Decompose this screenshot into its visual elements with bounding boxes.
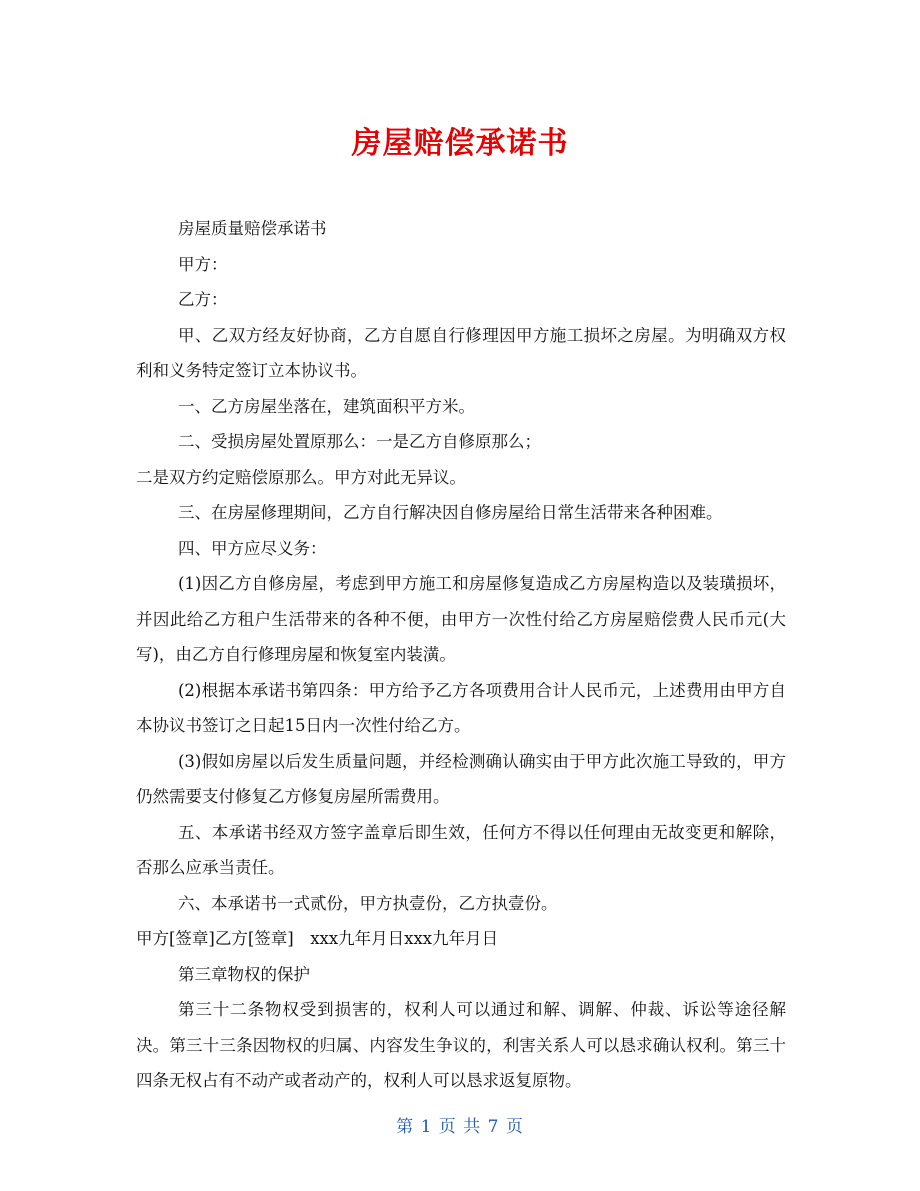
appendix-heading: 第三章物权的保护 <box>178 964 310 984</box>
signature-line: 甲方[签章]乙方[签章] xxx九年月日xxx九年月日 <box>136 929 499 948</box>
clause-4-item-3: (3)假如房屋以后发生质量问题，并经检测确认确实由于甲方此次施工导致的，甲方仍然需要支付修复乙方修复房屋所需费用。 <box>136 751 786 806</box>
page-number-footer: 第 1 页 共 7 页 <box>396 1117 524 1137</box>
intro-paragraph: 甲、乙双方经友好协商，乙方自愿自行修理因甲方施工损坏之房屋。为明确双方权利和义务特定签订立本协议书。 <box>136 325 786 380</box>
document-body <box>136 211 786 1099</box>
subtitle-paragraph: 房屋质量赔偿承诺书 <box>178 219 327 238</box>
clause-1: 一、乙方房屋坐落在，建筑面积平方米。 <box>178 396 475 416</box>
clause-4: 四、甲方应尽义务： <box>178 538 327 558</box>
clause-4-item-2: (2)根据本承诺书第四条：甲方给予乙方各项费用合计人民币元，上述费用由甲方自本协议书签订之日起15日内一次性付给乙方。 <box>136 680 786 735</box>
clause-4-item-1: (1)因乙方自修房屋，考虑到甲方施工和房屋修复造成乙方房屋构造以及装璜损坏，并因此给乙方租户生活带来的各种不便，由甲方一次性付给乙方房屋赔偿费人民币元(大写)，由乙方自行修理房屋和恢复室内装潢。 <box>136 574 786 664</box>
clause-5: 五、本承诺书经双方签字盖章后即生效，任何方不得以任何理由无故变更和解除，否那么应承当责任。 <box>136 822 786 877</box>
clause-2-continued: 二是双方约定赔偿原那么。甲方对此无异议。 <box>136 467 466 487</box>
clause-2: 二、受损房屋处置原那么：一是乙方自修原那么； <box>178 432 541 451</box>
clause-6: 六、本承诺书一式贰份，甲方执壹份，乙方执壹份。 <box>178 893 558 913</box>
party-a-line: 甲方： <box>178 254 228 274</box>
page-title: 房屋赔偿承诺书 <box>351 126 569 161</box>
clause-3: 三、在房屋修理期间，乙方自行解决因自修房屋给日常生活带来各种困难。 <box>178 503 723 522</box>
appendix-paragraph: 第三十二条物权受到损害的，权利人可以通过和解、调解、仲裁、诉讼等途径解决。第三十三条因物权的归属、内容发生争议的，利害关系人可以恳求确认权利。第三十四条无权占有不动产或者动产的，权利人可以恳求返复原物。 <box>136 1000 786 1090</box>
party-b-line: 乙方： <box>178 290 228 309</box>
